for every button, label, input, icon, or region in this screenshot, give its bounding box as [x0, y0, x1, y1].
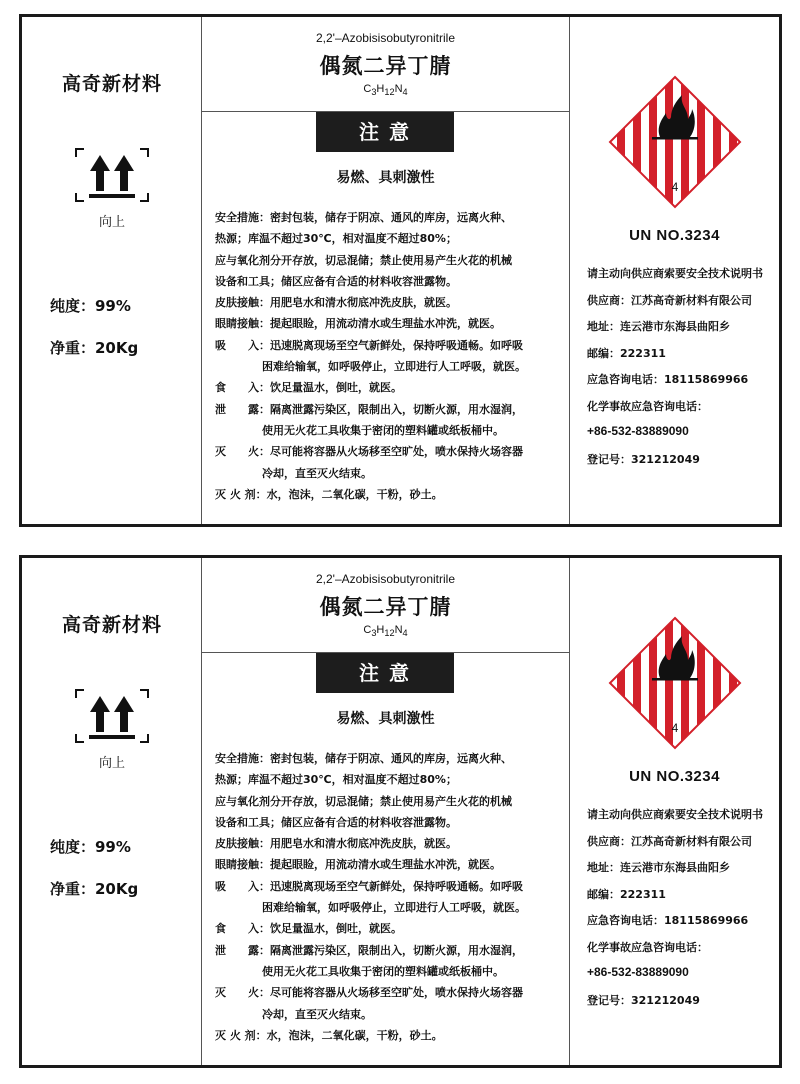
this-way-up-arrows-icon	[72, 686, 152, 746]
this-way-up-marker	[72, 686, 152, 771]
safety-line: 泄 露：隔离泄露污染区，限制出入，切断火源，用水湿润，	[215, 402, 523, 416]
supplier-info-line: 登记号：321212049	[587, 993, 700, 1007]
safety-line: 冷却，直至灭火结束。	[262, 466, 372, 480]
supplier-info-line: 应急咨询电话：18115869966	[587, 914, 749, 927]
chinese-name: 偶氮二异丁腈	[319, 595, 452, 619]
purity-text: 纯度：99%	[50, 838, 131, 856]
purity-text: 纯度：99%	[50, 297, 131, 315]
un-number: UN NO.3234	[629, 227, 720, 244]
product-title-box	[202, 17, 569, 112]
hazard-label	[19, 555, 782, 1068]
supplier-info-line: 供应商：江苏高奇新材料有限公司	[587, 834, 752, 848]
supplier-info-line: 请主动向供应商索要安全技术说明书	[587, 808, 763, 821]
company-name: 高奇新材料	[61, 614, 162, 636]
safety-line: 皮肤接触：用肥皂水和清水彻底冲洗皮肤，就医。	[215, 296, 457, 310]
label-right-column	[570, 558, 779, 1065]
safety-line: 使用无火花工具收集于密闭的塑料罐或纸板桶中。	[262, 964, 504, 978]
svg-text:4: 4	[671, 721, 679, 735]
company-name: 高奇新材料	[61, 73, 162, 95]
flammable-solid-class-4-placard-icon	[608, 75, 742, 209]
supplier-info-line: 供应商：江苏高奇新材料有限公司	[587, 293, 752, 307]
safety-line: 应与氧化剂分开存放，切忌混储；禁止使用易产生火花的机械	[215, 253, 512, 267]
chemical-formula: $C_3H_{12}N_4$	[363, 83, 408, 98]
safety-line: 眼睛接触：提起眼睑，用流动清水或生理盐水冲洗，就医。	[215, 858, 501, 872]
un-number: UN NO.3234	[629, 768, 720, 785]
chemical-formula: $C_3H_{12}N_4$	[363, 624, 408, 639]
label-middle-column	[202, 558, 570, 1065]
safety-line: 吸 入：迅速脱离现场至空气新鲜处，保持呼吸通畅。如呼吸	[215, 879, 523, 893]
supplier-info	[587, 806, 763, 1018]
supplier-info-line: 化学事故应急咨询电话：	[587, 399, 708, 413]
product-title-box	[202, 558, 569, 653]
safety-line: 食 入：饮足量温水，倒吐，就医。	[215, 381, 402, 395]
supplier-info-line: 化学事故应急咨询电话：	[587, 940, 708, 954]
supplier-info-line: +86-532-83889090	[587, 965, 689, 979]
english-name: 2,2'–Azobisisobutyronitrile	[315, 31, 456, 45]
safety-line: 食 入：饮足量温水，倒吐，就医。	[215, 922, 402, 936]
up-direction-text: 向上	[98, 756, 125, 771]
safety-instructions	[215, 748, 565, 1046]
safety-line: 安全措施：密封包装，储存于阴凉、通风的库房，远离火种、	[215, 752, 512, 765]
label-middle-column	[202, 17, 570, 524]
safety-line: 灭 火：尽可能将容器从火场移至空旷处，喷水保持火场容器	[215, 986, 523, 1000]
supplier-info-line: +86-532-83889090	[587, 424, 689, 438]
hazard-summary: 易燃、具刺激性	[336, 711, 435, 727]
safety-line: 眼睛接触：提起眼睑，用流动清水或生理盐水冲洗，就医。	[215, 317, 501, 331]
this-way-up-marker	[72, 145, 152, 230]
safety-line: 灭 火 剂：水，泡沫，二氧化碳，干粉，砂土。	[215, 1028, 443, 1042]
net-weight-text: 净重：20Kg	[50, 880, 139, 898]
supplier-info-line: 邮编：222311	[587, 887, 666, 901]
supplier-info-line: 请主动向供应商索要安全技术说明书	[587, 267, 763, 280]
safety-line: 皮肤接触：用肥皂水和清水彻底冲洗皮肤，就医。	[215, 837, 457, 851]
safety-line: 应与氧化剂分开存放，切忌混储；禁止使用易产生火花的机械	[215, 794, 512, 808]
supplier-info-line: 邮编：222311	[587, 346, 666, 360]
safety-line: 困难给输氧，如呼吸停止，立即进行人工呼吸，就医。	[262, 360, 526, 374]
supplier-info-line: 地址：连云港市东海县曲阳乡	[587, 861, 730, 874]
hazard-label	[19, 14, 782, 527]
supplier-info-line: 登记号：321212049	[587, 452, 700, 466]
safety-line: 热源；库温不超过30℃，相对温度不超过80%；	[215, 773, 457, 787]
safety-line: 灭 火 剂：水，泡沫，二氧化碳，干粉，砂土。	[215, 487, 443, 501]
notice-banner: 注意	[316, 653, 454, 693]
safety-line: 设备和工具；储区应备有合适的材料收容泄露物。	[215, 274, 457, 288]
safety-line: 泄 露：隔离泄露污染区，限制出入，切断火源，用水湿润，	[215, 943, 523, 957]
label-left-column	[22, 558, 202, 1065]
flammable-solid-class-4-placard-icon	[608, 616, 742, 750]
this-way-up-arrows-icon	[72, 145, 152, 205]
hazard-summary: 易燃、具刺激性	[336, 170, 435, 186]
safety-line: 热源；库温不超过30℃，相对温度不超过80%；	[215, 232, 457, 246]
safety-instructions	[215, 207, 565, 505]
safety-line: 安全措施：密封包装，储存于阴凉、通风的库房，远离火种、	[215, 211, 512, 224]
safety-line: 灭 火：尽可能将容器从火场移至空旷处，喷水保持火场容器	[215, 445, 523, 459]
safety-line: 设备和工具；储区应备有合适的材料收容泄露物。	[215, 815, 457, 829]
chinese-name: 偶氮二异丁腈	[319, 54, 452, 78]
supplier-info-line: 地址：连云港市东海县曲阳乡	[587, 320, 730, 333]
label-left-column	[22, 17, 202, 524]
svg-text:4: 4	[671, 180, 679, 194]
net-weight-text: 净重：20Kg	[50, 339, 139, 357]
supplier-info-line: 应急咨询电话：18115869966	[587, 373, 749, 386]
english-name: 2,2'–Azobisisobutyronitrile	[315, 572, 456, 586]
label-right-column	[570, 17, 779, 524]
safety-line: 困难给输氧，如呼吸停止，立即进行人工呼吸，就医。	[262, 901, 526, 915]
supplier-info	[587, 265, 763, 477]
notice-banner: 注意	[316, 112, 454, 152]
safety-line: 冷却，直至灭火结束。	[262, 1007, 372, 1021]
safety-line: 使用无火花工具收集于密闭的塑料罐或纸板桶中。	[262, 423, 504, 437]
up-direction-text: 向上	[98, 215, 125, 230]
safety-line: 吸 入：迅速脱离现场至空气新鲜处，保持呼吸通畅。如呼吸	[215, 338, 523, 352]
